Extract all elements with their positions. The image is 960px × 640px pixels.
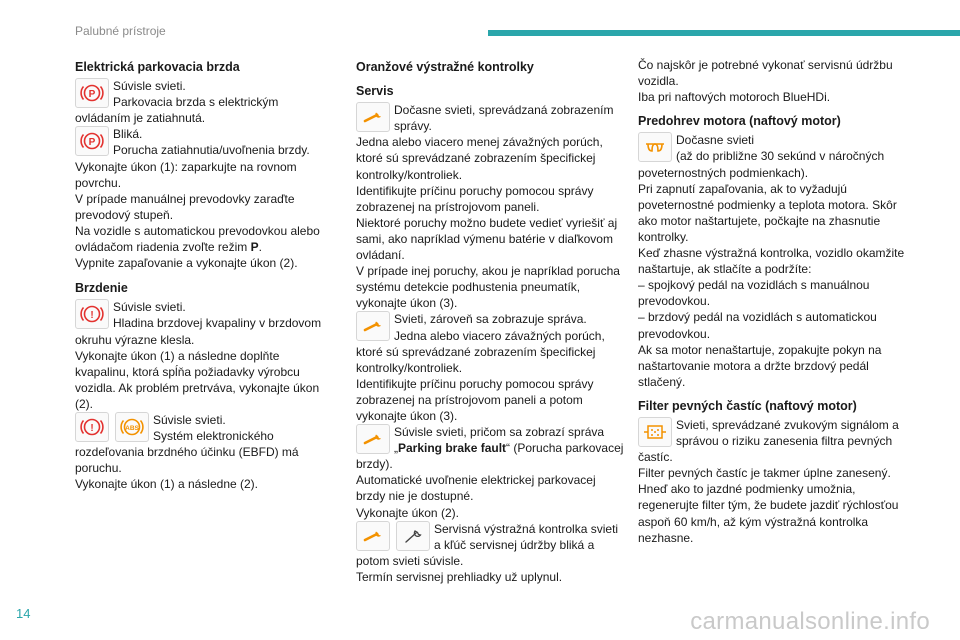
text-line: Čo najskôr je potrebné vykonať servisnú údržbu vozidla. <box>638 58 893 89</box>
text-line: Identifikujte príčinu poruchy pomocou správy zobrazenej na prístrojovom paneli. <box>356 183 594 214</box>
text-line: Súvisle svieti. <box>153 412 226 427</box>
text-line: Hladina brzdovej kvapaliny v brzdovom okruhu výrazne klesla. <box>75 316 322 347</box>
particle-filter-icon <box>638 417 672 447</box>
text-line: Automatické uvoľnenie elektrickej parkovacej brzdy nie je dostupné. <box>356 473 596 504</box>
text-line: V prípade manuálnej prevodovky zaraďte prevodový stupeň. <box>75 191 295 222</box>
page-number: 14 <box>16 606 31 621</box>
heading-braking: Brzdenie <box>75 281 128 296</box>
abs-icon <box>115 412 149 442</box>
text-line: V prípade inej poruchy, akou je napríklad porucha systému detekcie podhustenia pneumatík, vykonajte úkon (3). <box>356 264 620 311</box>
text-line: Bliká. <box>113 127 143 142</box>
header-accent-bar <box>488 30 960 36</box>
text-line: Súvisle svieti. <box>113 300 186 315</box>
text-line: Súvisle svieti. <box>113 79 186 94</box>
text-line: Na vozidle s automatickou prevodovkou alebo ovládačom riadenia zvoľte režim P. <box>75 223 320 255</box>
text-line: Pri zapnutí zapaľovania, ak to vyžadujú poveternostné podmienky a teplota motora. Skôr ako motor naštartujete, počkajte na zhasnutie kontrolky. <box>638 181 897 244</box>
column-left <box>75 57 325 492</box>
wrench-icon <box>356 102 390 132</box>
svg-text:!: ! <box>90 422 94 434</box>
brake-warning-icon <box>75 412 109 442</box>
entry-service-temporary <box>356 102 624 311</box>
text-line: (až do približne 30 sekúnd v náročných poveternostných podmienkach). <box>638 149 885 180</box>
entry-parking-brake-on <box>75 78 325 126</box>
text-line: Svieti, sprevádzané zvukovým signálom a správou o riziku zanesenia filtra pevných častíc. <box>638 417 899 465</box>
heading-particle-filter: Filter pevných častíc (naftový motor) <box>638 398 857 413</box>
text-line: Jedna alebo viacero závažných porúch, ktoré sú sprevádzané zobrazením špecifickej kontrolky/kontroliek. <box>356 328 605 375</box>
text-line: Iba pri naftových motoroch BlueHDi. <box>638 90 831 105</box>
heading-electric-parking-brake: Elektrická parkovacia brzda <box>75 60 240 74</box>
text-line: Systém elektronického rozdeľovania brzdného účinku (EBFD) má poruchu. <box>75 429 299 476</box>
entry-brake-fluid <box>75 299 325 412</box>
wrench-icon <box>356 311 390 341</box>
entry-parking-brake-flashing <box>75 126 325 271</box>
entry-service-overdue <box>356 521 624 585</box>
svg-text:!: ! <box>90 310 94 322</box>
text-line: Vypnite zapaľovanie a vykonajte úkon (2). <box>75 256 298 271</box>
text-line: Ak sa motor nenaštartuje, zopakujte pokyn na naštartovanie motora a držte brzdový pedál stlačený. <box>638 342 882 389</box>
text-line: Dočasne svieti, sprevádzaná zobrazením správy. <box>394 103 614 134</box>
text-line: Filter pevných častíc je takmer úplne zanesený. <box>638 466 891 481</box>
text-line: – brzdový pedál na vozidlách s automatickou prevodovkou. <box>638 310 877 341</box>
parking-brake-icon <box>75 126 109 156</box>
text-line: Súvisle svieti, pričom sa zobrazí správa „Parking brake fault“ (Porucha parkovacej brzdy). <box>356 425 624 472</box>
svg-text:P: P <box>88 137 96 149</box>
heading-service: Servis <box>356 84 394 99</box>
svg-text:P: P <box>88 88 96 100</box>
text-line: Servisná výstražná kontrolka svieti a kľúč servisnej údržby bliká a potom svieti súvisle. <box>356 521 619 568</box>
entry-service-major <box>356 311 624 424</box>
text-line: Niektoré poruchy možno budete vedieť vyriešiť aj sami, ako napríklad výmenu batérie v diaľkovom ovládaní. <box>356 215 618 263</box>
text-line: Termín servisnej prehliadky už uplynul. <box>356 569 563 584</box>
text-line: Vykonajte úkon (2). <box>356 505 459 520</box>
wrench-icon <box>356 521 390 551</box>
text-line: Vykonajte úkon (1) a následne (2). <box>75 477 258 492</box>
brake-warning-icon <box>75 299 109 329</box>
wrench-icon <box>356 424 390 454</box>
text-line: – spojkový pedál na vozidlách s manuálnou prevodovkou. <box>638 278 870 309</box>
column-right <box>638 57 910 546</box>
text-line: Svieti, zároveň sa zobrazuje správa. <box>394 312 587 327</box>
section-header: Palubné prístroje <box>75 24 166 38</box>
text-line: Porucha zatiahnutia/uvoľnenia brzdy. <box>113 143 310 158</box>
glow-plug-icon <box>638 132 672 162</box>
svg-text:ABS: ABS <box>125 424 139 432</box>
text-line: Hneď ako to jazdné podmienky umožnia, regenerujte filter tým, že budete jazdiť rýchlosťou aspoň 60 km/h, až kým výstražná kontrolka nezhasne. <box>638 482 899 545</box>
parking-brake-icon <box>75 78 109 108</box>
text-line: Identifikujte príčinu poruchy pomocou správy zobrazenej na prístrojovom paneli a potom vykonajte úkon (3). <box>356 376 594 423</box>
entry-parking-brake-fault <box>356 424 624 521</box>
text-line: Dočasne svieti <box>676 133 755 148</box>
watermark: carmanualsonline.info <box>690 608 930 635</box>
heading-orange-warning-lights: Oranžové výstražné kontrolky <box>356 60 534 74</box>
text-line: Keď zhasne výstražná kontrolka, vozidlo okamžite naštartuje, ak stlačíte a podržíte: <box>638 246 905 277</box>
entry-ebfd <box>75 412 325 492</box>
text-line: Jedna alebo viacero menej závažných porúch, ktoré sú sprevádzané zobrazením špecifickej kontrolky/kontroliek. <box>356 135 603 182</box>
text-line: Vykonajte úkon (1): zaparkujte na rovnom povrchu. <box>75 159 297 190</box>
heading-engine-preheat: Predohrev motora (naftový motor) <box>638 114 841 129</box>
column-middle <box>356 57 624 585</box>
service-key-icon <box>396 521 430 551</box>
text-line: Parkovacia brzda s elektrickým ovládaním je zatiahnutá. <box>75 95 279 126</box>
entry-particle-filter <box>638 417 910 546</box>
text-line: Vykonajte úkon (1) a následne doplňte kvapalinu, ktorá spĺňa požiadavky výrobcu vozidla. Ak problém pretrváva, vykonajte úkon (2). <box>75 348 320 411</box>
entry-preheat <box>638 132 910 390</box>
